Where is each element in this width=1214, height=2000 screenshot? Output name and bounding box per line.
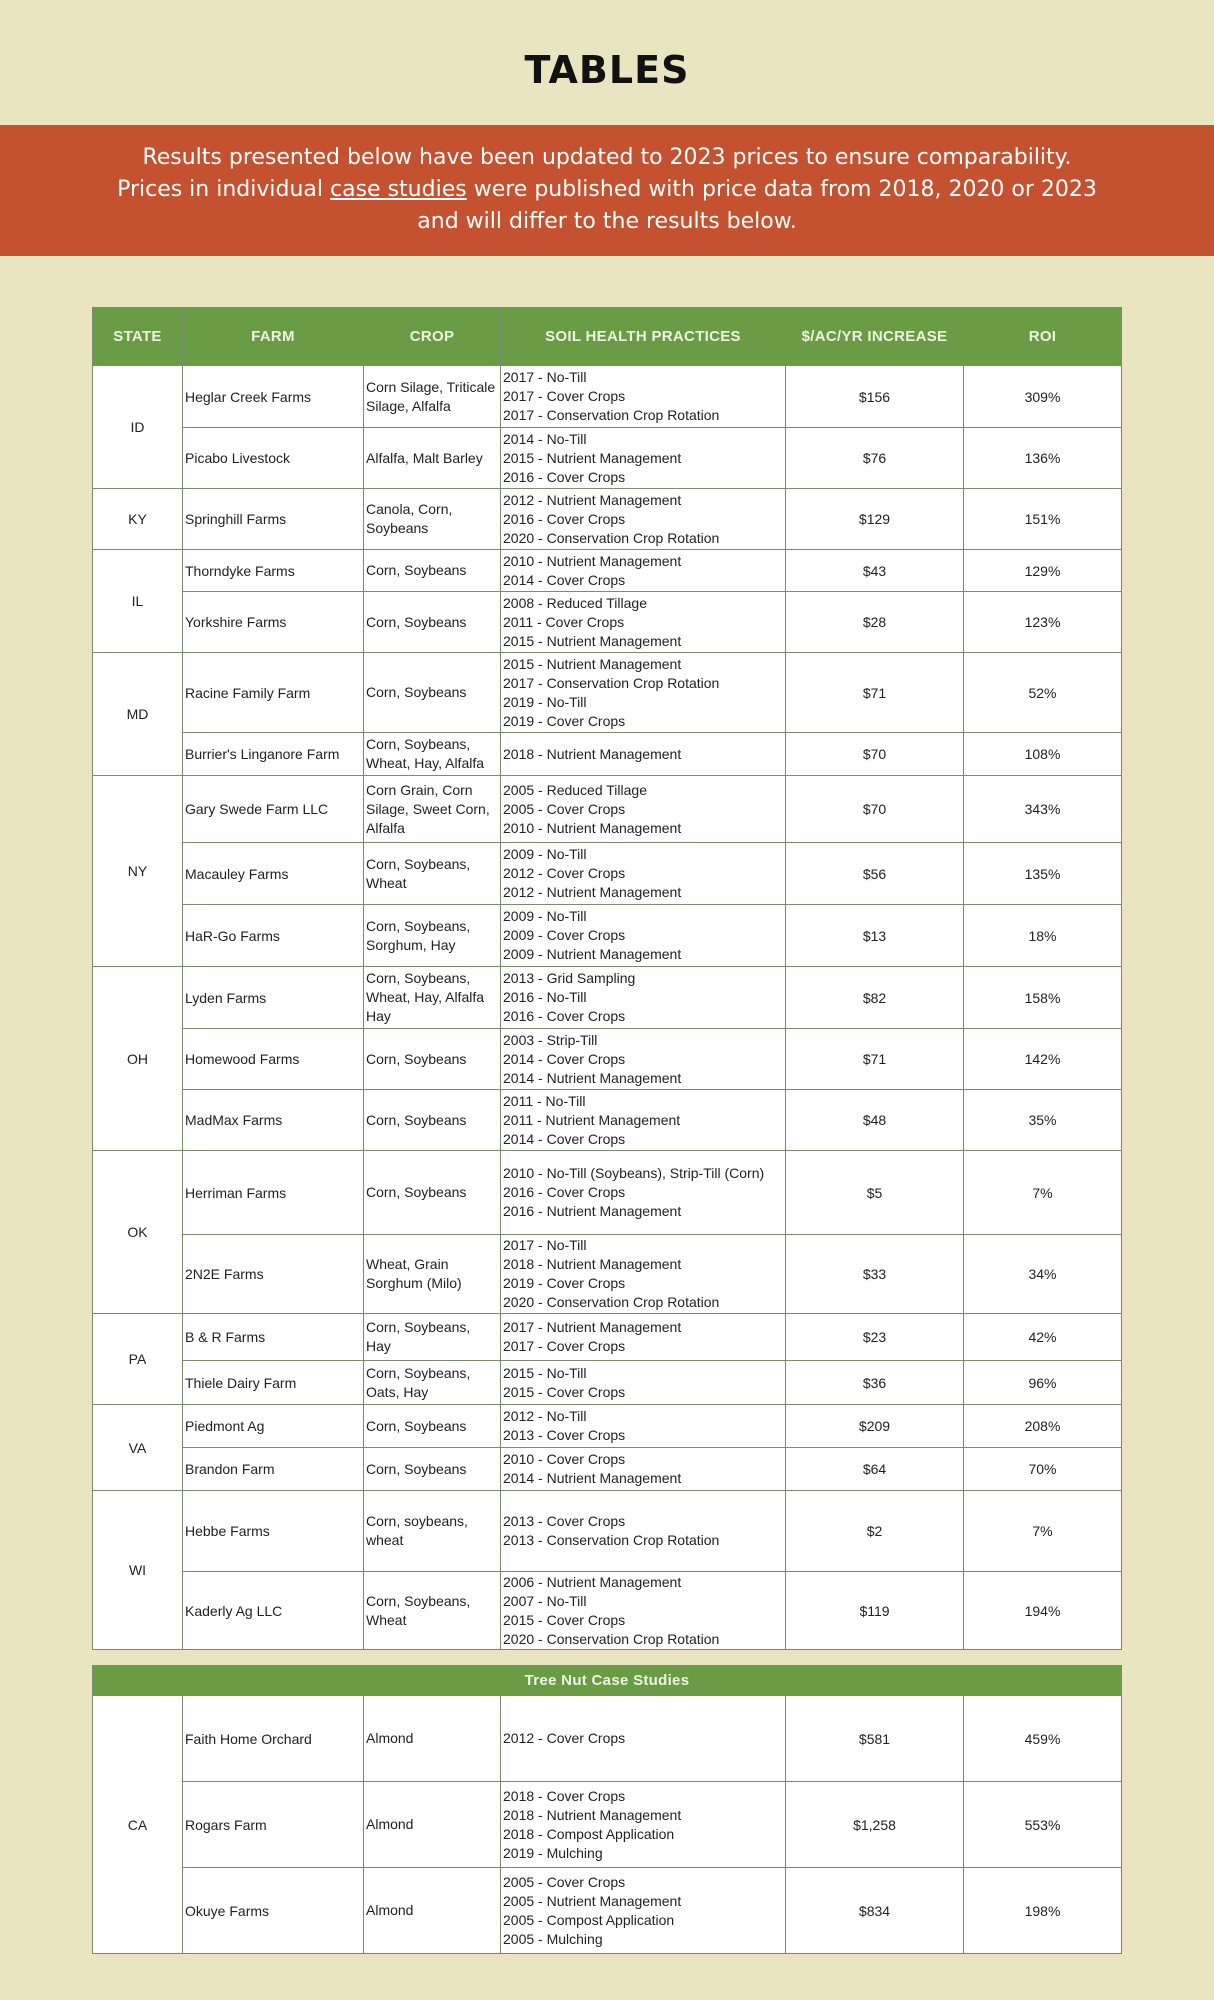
page-title: TABLES [524, 48, 690, 92]
crop-text: Corn Silage, Triticale Silage, Alfalfa [366, 378, 496, 414]
crop-text: Corn, Soybeans, Wheat [366, 855, 471, 891]
table-row [93, 1361, 1122, 1405]
increase-cell: $48 [786, 1090, 964, 1151]
farm-cell: HaR-Go Farms [183, 905, 364, 967]
roi-cell: 35% [964, 1090, 1122, 1151]
practice-line: 2012 - Cover Crops [503, 865, 626, 881]
practice-line: 2011 - No-Till [503, 1092, 586, 1109]
practices-cell [501, 489, 786, 550]
practice-line: 2010 - No-Till (Soybeans), Strip-Till (Corn) [503, 1165, 765, 1181]
crop-cell [364, 1448, 501, 1491]
crop-text: Wheat, Grain Sorghum (Milo) [366, 1256, 462, 1291]
practice-line: 2020 - Conservation Crop Rotation [503, 529, 720, 546]
case-studies-link[interactable]: case studies [330, 177, 467, 202]
farm-cell: Thiele Dairy Farm [183, 1361, 364, 1405]
roi-cell: 18% [964, 905, 1122, 967]
table-row [93, 653, 1122, 733]
farm-cell: Macauley Farms [183, 843, 364, 905]
roi-cell: 123% [964, 592, 1122, 653]
roi-cell: 198% [964, 1868, 1122, 1954]
practice-line: 2007 - No-Till [503, 1592, 587, 1609]
roi-cell: 136% [964, 428, 1122, 489]
crop-cell [364, 967, 501, 1029]
increase-cell: $129 [786, 489, 964, 550]
farm-cell: Yorkshire Farms [183, 592, 364, 653]
practice-line: 2010 - Cover Crops [503, 1451, 626, 1467]
increase-cell: $71 [786, 653, 964, 733]
roi-cell: 52% [964, 653, 1122, 733]
table-row [93, 1151, 1122, 1235]
practice-line: 2012 - Cover Crops [503, 1730, 626, 1746]
practice-line: 2015 - Cover Crops [503, 1611, 626, 1628]
state-cell: PA [93, 1314, 183, 1405]
table-row [93, 843, 1122, 905]
practice-line: 2012 - Nutrient Management [503, 491, 682, 508]
practice-line: 2009 - No-Till [503, 846, 587, 862]
crop-cell [364, 653, 501, 733]
practice-line: 2016 - Cover Crops [503, 510, 626, 527]
crop-cell [364, 1491, 501, 1572]
crop-text: Corn, soybeans, wheat [366, 1513, 468, 1548]
practices-cell [501, 1572, 786, 1650]
practice-line: 2014 - Cover Crops [503, 1130, 626, 1147]
crop-cell [364, 489, 501, 550]
increase-cell: $209 [786, 1405, 964, 1448]
practice-line: 2013 - Cover Crops [503, 1513, 626, 1529]
practices-cell [501, 1868, 786, 1954]
increase-cell: $76 [786, 428, 964, 489]
state-cell: ID [93, 366, 183, 489]
roi-cell: 34% [964, 1235, 1122, 1314]
tree-nut-table [92, 1665, 1122, 1954]
practice-line: 2016 - Cover Crops [503, 1008, 626, 1024]
crop-cell [364, 905, 501, 967]
crop-text: Corn, Soybeans [366, 613, 467, 630]
roi-cell: 7% [964, 1151, 1122, 1235]
practice-line: 2009 - Nutrient Management [503, 946, 682, 962]
crop-cell [364, 1090, 501, 1151]
crop-text: Almond [366, 1816, 414, 1832]
increase-cell: $581 [786, 1696, 964, 1782]
crop-text: Corn, Soybeans [366, 1460, 467, 1477]
increase-cell: $834 [786, 1868, 964, 1954]
state-cell: IL [93, 550, 183, 653]
farm-cell: Faith Home Orchard [183, 1696, 364, 1782]
farm-cell: Rogars Farm [183, 1782, 364, 1868]
crop-cell [364, 550, 501, 592]
crop-text: Corn, Soybeans, Oats, Hay [366, 1364, 471, 1400]
practice-line: 2005 - Compost Application [503, 1911, 675, 1928]
crop-text: Corn, Soybeans [366, 1184, 467, 1200]
farm-cell: Hebbe Farms [183, 1491, 364, 1572]
crop-text: Corn, Soybeans, Hay [366, 1319, 471, 1354]
table-body [93, 366, 1122, 1650]
practices-cell [501, 1235, 786, 1314]
table-row [93, 592, 1122, 653]
practices-cell [501, 1491, 786, 1572]
practice-line: 2014 - Cover Crops [503, 571, 626, 588]
practice-line: 2005 - Reduced Tillage [503, 781, 647, 798]
state-cell: KY [93, 489, 183, 550]
practice-line: 2019 - Cover Crops [503, 712, 626, 729]
banner-line-2-pre: Prices in individual [117, 177, 324, 202]
practice-line: 2017 - Cover Crops [503, 388, 626, 404]
roi-cell: 142% [964, 1029, 1122, 1090]
farm-cell: Piedmont Ag [183, 1405, 364, 1448]
practice-line: 2003 - Strip-Till [503, 1031, 598, 1048]
practice-line: 2016 - No-Till [503, 989, 587, 1005]
practice-line: 2015 - Nutrient Management [503, 655, 682, 672]
increase-cell: $13 [786, 905, 964, 967]
practices-cell [501, 967, 786, 1029]
practice-line: 2017 - No-Till [503, 369, 587, 385]
roi-cell: 135% [964, 843, 1122, 905]
increase-cell: $64 [786, 1448, 964, 1491]
crop-cell [364, 1151, 501, 1235]
practices-cell [501, 550, 786, 592]
table-row [93, 1782, 1122, 1868]
practice-line: 2015 - Nutrient Management [503, 632, 682, 649]
crop-cell [364, 776, 501, 843]
farm-cell: Gary Swede Farm LLC [183, 776, 364, 843]
price-notice-banner [0, 125, 1214, 256]
farm-cell: Heglar Creek Farms [183, 366, 364, 428]
practices-cell [501, 366, 786, 428]
practice-line: 2005 - Mulching [503, 1930, 603, 1947]
state-cell: CA [93, 1696, 183, 1954]
banner-line-1: Results presented below have been updated to 2023 prices to ensure comparability. [142, 145, 1072, 170]
roi-cell: 70% [964, 1448, 1122, 1491]
increase-cell: $1,258 [786, 1782, 964, 1868]
crop-cell [364, 428, 501, 489]
practices-cell [501, 1090, 786, 1151]
practice-line: 2005 - Cover Crops [503, 1873, 626, 1890]
increase-cell: $70 [786, 733, 964, 776]
state-cell: NY [93, 776, 183, 967]
table-header-row [93, 308, 1122, 366]
soil-health-results-table [92, 307, 1122, 1650]
table-row [93, 1572, 1122, 1650]
practices-cell [501, 1361, 786, 1405]
practice-line: 2015 - Nutrient Management [503, 449, 682, 466]
farm-cell: Kaderly Ag LLC [183, 1572, 364, 1650]
practice-line: 2012 - No-Till [503, 1408, 587, 1424]
crop-cell [364, 843, 501, 905]
header-farm: FARM [183, 308, 364, 366]
practice-line: 2019 - No-Till [503, 693, 587, 710]
increase-cell: $156 [786, 366, 964, 428]
practice-line: 2010 - Nutrient Management [503, 552, 682, 569]
practice-line: 2018 - Nutrient Management [503, 1256, 682, 1272]
increase-cell: $119 [786, 1572, 964, 1650]
practices-cell [501, 428, 786, 489]
practice-line: 2009 - No-Till [503, 908, 587, 924]
crop-text: Almond [366, 1902, 414, 1918]
farm-cell: Picabo Livestock [183, 428, 364, 489]
table-row [93, 1491, 1122, 1572]
increase-cell: $5 [786, 1151, 964, 1235]
crop-cell [364, 1314, 501, 1361]
tree-nut-header-row [93, 1666, 1122, 1696]
roi-cell: 42% [964, 1314, 1122, 1361]
roi-cell: 96% [964, 1361, 1122, 1405]
roi-cell: 208% [964, 1405, 1122, 1448]
state-cell: OH [93, 967, 183, 1151]
practice-line: 2018 - Nutrient Management [503, 745, 682, 762]
header-crop: CROP [364, 308, 501, 366]
table-row [93, 428, 1122, 489]
practice-line: 2014 - Nutrient Management [503, 1069, 682, 1086]
practice-line: 2019 - Cover Crops [503, 1275, 626, 1291]
crop-cell [364, 1868, 501, 1954]
crop-text: Corn Grain, Corn Silage, Sweet Corn, Alfalfa [366, 781, 490, 836]
tree-nut-body [93, 1696, 1122, 1954]
banner-line-2-post: were published with price data from 2018, 2020 or 2023 [473, 177, 1097, 202]
crop-cell [364, 1405, 501, 1448]
crop-text: Corn, Soybeans [366, 1417, 467, 1434]
farm-cell: Thorndyke Farms [183, 550, 364, 592]
farm-cell: 2N2E Farms [183, 1235, 364, 1314]
table-row [93, 733, 1122, 776]
practices-cell [501, 1696, 786, 1782]
crop-text: Corn, Soybeans, Wheat, Hay, Alfalfa Hay [366, 970, 485, 1024]
crop-text: Corn, Soybeans, Wheat [366, 1592, 471, 1628]
crop-cell [364, 1361, 501, 1405]
crop-text: Corn, Soybeans [366, 1111, 467, 1128]
practice-line: 2020 - Conservation Crop Rotation [503, 1294, 720, 1310]
increase-cell: $36 [786, 1361, 964, 1405]
header-state: STATE [93, 308, 183, 366]
increase-cell: $70 [786, 776, 964, 843]
practice-line: 2008 - Reduced Tillage [503, 594, 647, 611]
crop-cell [364, 1029, 501, 1090]
crop-cell [364, 366, 501, 428]
roi-cell: 151% [964, 489, 1122, 550]
crop-cell [364, 1696, 501, 1782]
practice-line: 2011 - Nutrient Management [503, 1111, 681, 1128]
table-row [93, 1314, 1122, 1361]
roi-cell: 7% [964, 1491, 1122, 1572]
roi-cell: 129% [964, 550, 1122, 592]
table-row [93, 1868, 1122, 1954]
practice-line: 2014 - No-Till [503, 430, 587, 447]
practice-line: 2019 - Mulching [503, 1844, 603, 1861]
roi-cell: 343% [964, 776, 1122, 843]
header-roi: ROI [964, 308, 1122, 366]
table-row [93, 489, 1122, 550]
increase-cell: $82 [786, 967, 964, 1029]
table-row [93, 776, 1122, 843]
crop-text: Corn, Soybeans [366, 1050, 467, 1067]
crop-text: Corn, Soybeans, Sorghum, Hay [366, 917, 471, 953]
practice-line: 2005 - Cover Crops [503, 800, 626, 817]
increase-cell: $71 [786, 1029, 964, 1090]
table-row [93, 1235, 1122, 1314]
tree-nut-title: Tree Nut Case Studies [93, 1666, 1122, 1696]
practice-line: 2013 - Grid Sampling [503, 970, 636, 986]
farm-cell: Lyden Farms [183, 967, 364, 1029]
practices-cell [501, 905, 786, 967]
farm-cell: Brandon Farm [183, 1448, 364, 1491]
state-cell: VA [93, 1405, 183, 1491]
table-row [93, 1448, 1122, 1491]
practice-line: 2017 - Conservation Crop Rotation [503, 407, 720, 423]
practice-line: 2009 - Cover Crops [503, 927, 626, 943]
crop-text: Corn, Soybeans [366, 562, 467, 578]
table-row [93, 550, 1122, 592]
practices-cell [501, 1405, 786, 1448]
practices-cell [501, 776, 786, 843]
farm-cell: Okuye Farms [183, 1868, 364, 1954]
practices-cell [501, 592, 786, 653]
crop-text: Alfalfa, Malt Barley [366, 449, 483, 466]
practices-cell [501, 653, 786, 733]
state-cell: OK [93, 1151, 183, 1314]
practice-line: 2018 - Cover Crops [503, 1787, 626, 1804]
practices-cell [501, 843, 786, 905]
increase-cell: $2 [786, 1491, 964, 1572]
practice-line: 2017 - Cover Crops [503, 1338, 626, 1354]
state-cell: MD [93, 653, 183, 776]
practice-line: 2012 - Nutrient Management [503, 884, 682, 900]
practices-cell [501, 1029, 786, 1090]
practice-line: 2010 - Nutrient Management [503, 819, 682, 836]
farm-cell: B & R Farms [183, 1314, 364, 1361]
practice-line: 2020 - Conservation Crop Rotation [503, 1630, 720, 1647]
practice-line: 2014 - Cover Crops [503, 1050, 626, 1067]
crop-cell [364, 1572, 501, 1650]
header-practices: SOIL HEALTH PRACTICES [501, 308, 786, 366]
practice-line: 2011 - Cover Crops [503, 613, 625, 630]
crop-cell [364, 733, 501, 776]
increase-cell: $23 [786, 1314, 964, 1361]
farm-cell: MadMax Farms [183, 1090, 364, 1151]
crop-cell [364, 1235, 501, 1314]
table-row [93, 905, 1122, 967]
header-increase: $/AC/YR INCREASE [786, 308, 964, 366]
practice-line: 2016 - Nutrient Management [503, 1203, 682, 1219]
roi-cell: 309% [964, 366, 1122, 428]
practices-cell [501, 733, 786, 776]
practice-line: 2006 - Nutrient Management [503, 1573, 682, 1590]
roi-cell: 108% [964, 733, 1122, 776]
increase-cell: $56 [786, 843, 964, 905]
practice-line: 2017 - No-Till [503, 1237, 587, 1253]
crop-text: Corn, Soybeans [366, 684, 467, 700]
increase-cell: $43 [786, 550, 964, 592]
farm-cell: Homewood Farms [183, 1029, 364, 1090]
table-row [93, 366, 1122, 428]
practice-line: 2014 - Nutrient Management [503, 1470, 682, 1486]
practice-line: 2005 - Nutrient Management [503, 1892, 682, 1909]
crop-cell [364, 1782, 501, 1868]
crop-text: Almond [366, 1730, 414, 1746]
table-row [93, 1696, 1122, 1782]
farm-cell: Burrier's Linganore Farm [183, 733, 364, 776]
crop-cell [364, 592, 501, 653]
roi-cell: 459% [964, 1696, 1122, 1782]
farm-cell: Springhill Farms [183, 489, 364, 550]
practice-line: 2016 - Cover Crops [503, 468, 626, 485]
banner-line-2 [0, 174, 1214, 206]
practices-cell [501, 1448, 786, 1491]
roi-cell: 553% [964, 1782, 1122, 1868]
table-row [93, 1405, 1122, 1448]
banner-line-3: and will differ to the results below. [417, 209, 797, 234]
practice-line: 2015 - Cover Crops [503, 1383, 626, 1400]
crop-text: Canola, Corn, Soybeans [366, 501, 453, 536]
state-cell: WI [93, 1491, 183, 1650]
practice-line: 2018 - Compost Application [503, 1825, 675, 1842]
roi-cell: 158% [964, 967, 1122, 1029]
practices-cell [501, 1151, 786, 1235]
practice-line: 2013 - Conservation Crop Rotation [503, 1532, 720, 1548]
practice-line: 2013 - Cover Crops [503, 1427, 626, 1443]
practices-cell [501, 1782, 786, 1868]
practice-line: 2017 - Conservation Crop Rotation [503, 674, 720, 691]
practice-line: 2016 - Cover Crops [503, 1184, 626, 1200]
farm-cell: Herriman Farms [183, 1151, 364, 1235]
table-row [93, 967, 1122, 1029]
farm-cell: Racine Family Farm [183, 653, 364, 733]
increase-cell: $33 [786, 1235, 964, 1314]
practices-cell [501, 1314, 786, 1361]
roi-cell: 194% [964, 1572, 1122, 1650]
table-row [93, 1090, 1122, 1151]
increase-cell: $28 [786, 592, 964, 653]
practice-line: 2017 - Nutrient Management [503, 1319, 682, 1335]
crop-text: Corn, Soybeans, Wheat, Hay, Alfalfa [366, 736, 485, 771]
practice-line: 2018 - Nutrient Management [503, 1806, 682, 1823]
practice-line: 2015 - No-Till [503, 1364, 587, 1381]
table-row [93, 1029, 1122, 1090]
